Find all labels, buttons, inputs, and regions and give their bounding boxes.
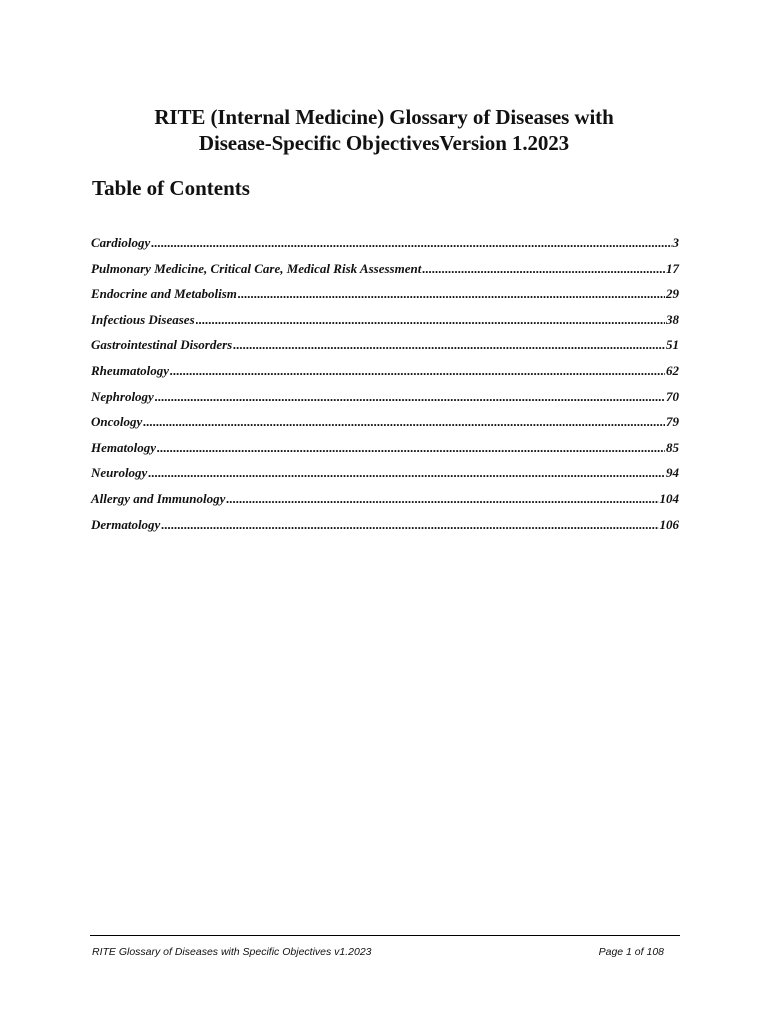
toc-entry-page: 38 [666,311,679,327]
toc-entry-allergy-immunology[interactable] [91,488,679,514]
toc-dot-leader [151,232,671,254]
toc-entry-label: Cardiology [91,235,151,250]
toc-entry-label: Gastrointestinal Disorders [91,337,233,353]
toc-entry-neurology[interactable] [91,462,679,488]
toc-entry-dermatology[interactable] [91,514,679,540]
footer-divider [90,935,680,936]
footer-page-number: Page 1 of 108 [598,946,664,958]
document-title-line-2: Disease-Specific ObjectivesVersion 1.2023 [198,131,570,155]
toc-entry-page: 29 [666,286,679,302]
toc-entry-label: Hematology [91,439,156,455]
toc-entry-hematology[interactable] [91,437,679,463]
toc-dot-leader [157,437,665,459]
toc-dot-leader [155,386,665,408]
toc-entry-rheumatology[interactable] [91,360,679,386]
toc-entry-page: 3 [672,235,679,250]
toc-entry-page: 85 [666,439,679,455]
toc-entry-label: Dermatology [91,516,161,532]
toc-entry-label: Oncology [91,414,143,430]
toc-entry-pulmonary-medicine[interactable] [91,258,679,284]
toc-entry-cardiology[interactable] [91,232,679,258]
footer-document-name: RITE Glossary of Diseases with Specific Objectives v1.2023 [92,946,372,958]
toc-dot-leader [196,309,665,331]
toc-dot-leader [143,411,665,433]
toc-entry-label: Neurology [91,465,148,481]
toc-dot-leader [233,334,665,356]
toc-entry-page: 94 [666,465,679,481]
toc-dot-leader [226,488,658,510]
toc-entry-page: 17 [666,260,679,276]
toc-entry-label: Pulmonary Medicine, Critical Care, Medical Risk Assessment [91,260,422,276]
table-of-contents [91,232,679,539]
toc-entry-gastrointestinal[interactable] [91,334,679,360]
toc-entry-label: Allergy and Immunology [91,490,226,506]
document-title-line-1: RITE (Internal Medicine) Glossary of Diseases with [154,105,614,129]
toc-entry-page: 79 [666,414,679,430]
toc-entry-label: Nephrology [91,388,154,404]
toc-entry-oncology[interactable] [91,411,679,437]
toc-dot-leader [148,462,665,484]
toc-dot-leader [238,283,665,305]
toc-entry-endocrine-metabolism[interactable] [91,283,679,309]
toc-entry-page: 51 [666,337,679,353]
document-title [60,104,708,156]
toc-entry-label: Endocrine and Metabolism [91,286,237,302]
toc-entry-nephrology[interactable] [91,386,679,412]
toc-heading: Table of Contents [92,176,250,200]
toc-entry-label: Rheumatology [91,362,170,378]
toc-entry-page: 106 [659,516,679,532]
toc-entry-page: 62 [666,362,679,378]
toc-entry-page: 104 [659,490,679,506]
toc-entry-page: 70 [666,388,679,404]
toc-dot-leader [422,258,665,280]
toc-entry-label: Infectious Diseases [91,311,195,327]
toc-entry-infectious-diseases[interactable] [91,309,679,335]
toc-dot-leader [170,360,665,382]
toc-dot-leader [161,514,658,536]
